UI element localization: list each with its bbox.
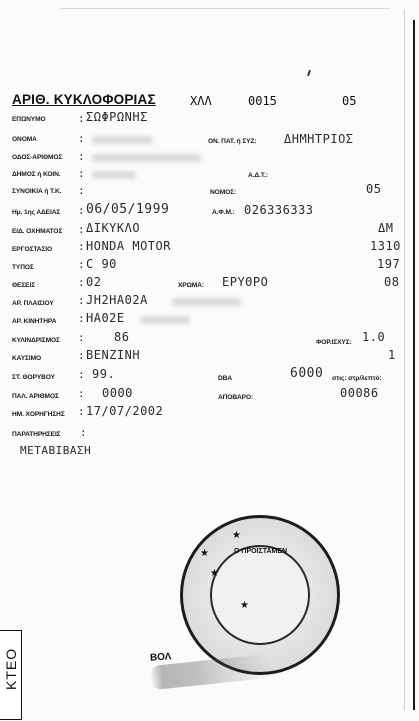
- colon: :: [78, 204, 85, 217]
- value-type: C 90: [86, 257, 117, 271]
- colon: :: [78, 112, 85, 125]
- label-first-license-date: Ημ. 1ης ΑΔΕΙΑΣ: [12, 209, 61, 216]
- label-district: ΣΥΝΟΙΚΙΑ ή Τ.Κ.: [12, 188, 62, 195]
- value-issue-date: 17/07/2002: [86, 404, 164, 418]
- value-fuel-code: 1: [388, 348, 396, 362]
- value-remarks: ΜΕΤΑΒΙΒΑΣΗ: [20, 444, 92, 457]
- redacted-address: [92, 154, 202, 162]
- colon: :: [80, 426, 87, 439]
- label-remarks: ΠΑΡΑΤΗΡΗΣΕΙΣ: [12, 431, 61, 438]
- redacted-name: [92, 136, 152, 144]
- colon: :: [78, 223, 85, 236]
- value-fuel: BENZINH: [86, 348, 141, 362]
- colon: :: [78, 294, 85, 307]
- colon: :: [78, 387, 85, 400]
- ink-mark: [307, 70, 311, 76]
- label-address: ΟΔΟΣ-ΑΡΙΘΜΟΣ: [12, 154, 63, 161]
- label-manufacturer: ΕΡΓΟΣΤΑΣΙΟ: [12, 246, 53, 253]
- colon: :: [78, 132, 85, 145]
- value-type-code: 197: [377, 257, 401, 271]
- value-manufacturer: HONDA MOTOR: [86, 239, 171, 253]
- value-rpm: 6000: [290, 366, 324, 381]
- value-old-plate: 0000: [102, 386, 133, 400]
- colon: :: [78, 405, 85, 418]
- stamp-star-icon: ★: [210, 568, 219, 579]
- stamp-star-icon: ★: [200, 548, 209, 559]
- label-surname: ΕΠΩΝΥΜΟ: [12, 116, 46, 123]
- value-colour: ΕΡΥΘΡΟ: [222, 275, 269, 289]
- label-issue-date: ΗΜ. ΧΟΡΗΓΗΣΗΣ: [12, 411, 65, 418]
- label-old-plate: ΠΑΛ. ΑΡΙΘΜΟΣ: [12, 393, 59, 400]
- value-tax-horsepower: 1.0: [362, 330, 386, 344]
- label-prefecture: ΝΟΜΟΣ:: [210, 189, 237, 196]
- colon: :: [78, 258, 85, 271]
- label-father-name: ΟΝ. ΠΑΤ. ή ΣΥΖ:: [208, 138, 257, 145]
- kteo-label: ΚΤΕΟ: [3, 647, 19, 690]
- redacted-engine: [140, 316, 190, 324]
- stamp-star-icon: ★: [240, 600, 249, 611]
- value-colour-code: 08: [384, 275, 400, 289]
- label-municipality: ΔΗΜΟΣ ή ΚΟΙΝ.: [12, 171, 61, 178]
- colon: :: [78, 150, 85, 163]
- label-type: ΤΥΠΟΣ: [12, 264, 34, 271]
- value-noise-level: 99.: [92, 367, 116, 381]
- colon: :: [78, 368, 85, 381]
- stamp-inner-ring: [210, 545, 310, 645]
- label-tax-horsepower: ΦΟΡ.ΙΣΧΥΣ:: [316, 339, 352, 346]
- colon: :: [78, 349, 85, 362]
- label-name: ΟΝΟΜΑ: [12, 136, 37, 143]
- value-first-license-date: 06/05/1999: [86, 202, 170, 217]
- colon: :: [78, 331, 85, 344]
- label-colour: ΧΡΩΜΑ:: [178, 282, 204, 289]
- stamp-star-icon: ★: [232, 530, 241, 541]
- label-tax-number: Α.Φ.Μ.:: [212, 209, 235, 216]
- paper-fold-line: [404, 10, 405, 710]
- colon: :: [78, 312, 85, 325]
- colon: :: [78, 167, 85, 180]
- value-vehicle-code: ΔΜ: [378, 221, 394, 235]
- value-seats: 02: [86, 275, 102, 289]
- label-fuel: ΚΑΥΣΙΜΟ: [12, 355, 42, 362]
- plate-number: 0015: [248, 94, 277, 108]
- colon: :: [78, 184, 85, 197]
- value-chassis-number: JH2HA02A: [86, 293, 148, 307]
- label-engine-number: ΑΡ. ΚΙΝΗΤΗΡΑ: [12, 318, 57, 325]
- colon: :: [78, 240, 85, 253]
- plate-suffix: 05: [342, 94, 357, 108]
- label-dba: DBA: [218, 375, 232, 382]
- value-surname: ΣΩΦΡΩΝΗΣ: [86, 110, 148, 124]
- signature-text: ΒΟΛ: [149, 651, 172, 664]
- plate-series: ΧΛΛ: [190, 94, 212, 108]
- label-seats: ΘΕΣΕΙΣ: [12, 282, 36, 289]
- value-tax-number: 026336333: [244, 203, 314, 217]
- label-noise-level: ΣΤ. ΘΟΡΥΒΟΥ: [12, 374, 55, 381]
- colon: :: [78, 276, 85, 289]
- value-displacement: 86: [114, 330, 130, 344]
- document-title: ΑΡΙΘ. ΚΥΚΛΟΦΟΡΙΑΣ: [12, 92, 156, 107]
- value-vehicle-kind: ΔΙΚΥΚΛΟ: [86, 221, 141, 235]
- value-engine-number: HA02E: [86, 311, 125, 325]
- label-displacement: ΚΥΛΙΝΔΡΙΣΜΟΣ: [12, 337, 60, 344]
- value-district-code: 05: [366, 182, 382, 196]
- redacted-chassis: [172, 298, 242, 306]
- label-chassis-number: ΑΡ. ΠΛΑΙΣΙΟΥ: [12, 300, 54, 307]
- label-id-card: Α.Δ.Τ.:: [248, 172, 268, 179]
- value-manufacturer-code: 1310: [370, 239, 401, 253]
- label-vehicle-kind: ΕΙΔ. ΟΧΗΜΑΤΟΣ: [12, 228, 63, 235]
- label-rpm-unit: στις: στρ/λεπτό:: [332, 375, 382, 382]
- value-father-name: ΔΗΜΗΤΡΙΟΣ: [284, 132, 354, 146]
- value-unladen-weight: 00086: [340, 386, 379, 400]
- paper-edge-right: [413, 20, 415, 710]
- stamp-text: Ο ΠΡΟΪΣΤΑΜΕΝ: [234, 548, 288, 555]
- redacted-municipality: [92, 171, 136, 179]
- label-unladen-weight: ΑΠΟΒΑΡΟ:: [218, 394, 254, 401]
- paper-edge-top: [60, 8, 390, 9]
